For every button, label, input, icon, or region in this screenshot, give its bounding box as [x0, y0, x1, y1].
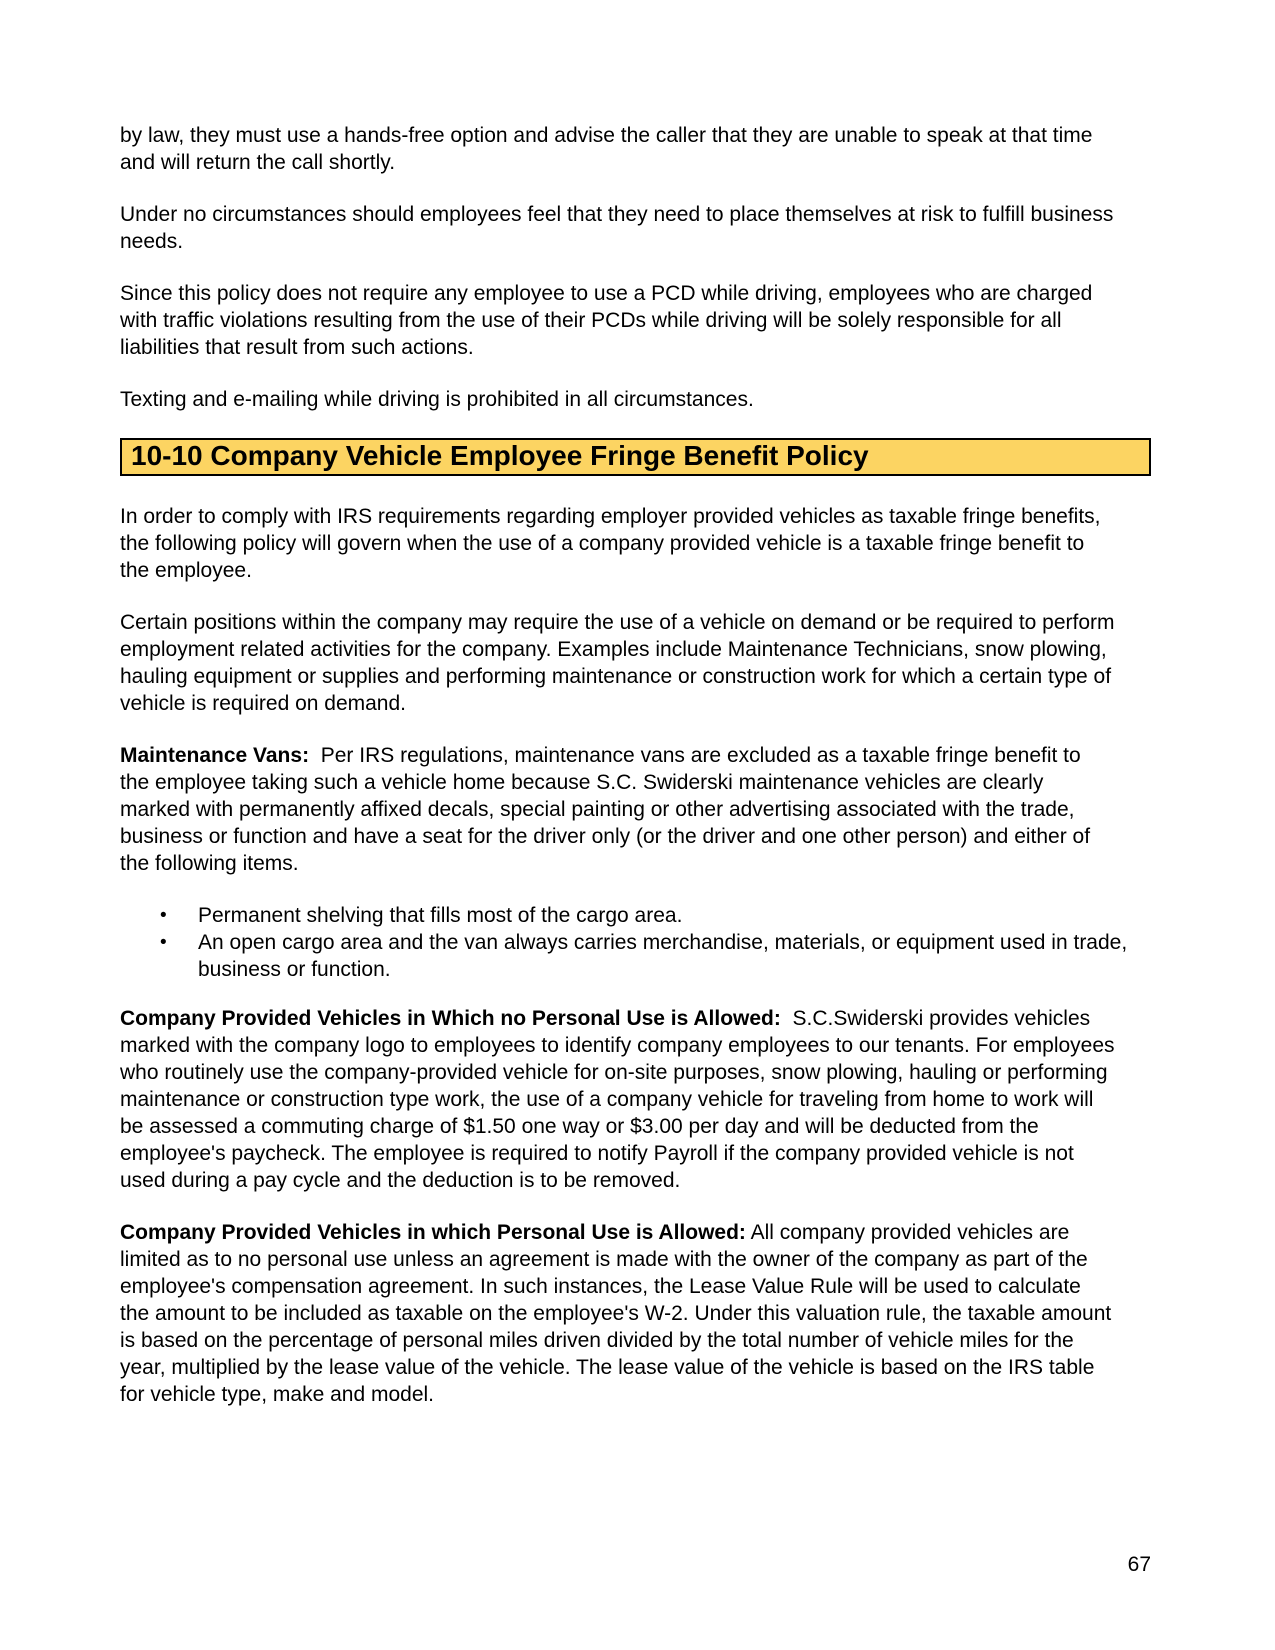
- bullet-icon: •: [160, 905, 167, 926]
- paragraph-run: Texting and e-mailing while driving is prohibited in all circumstances.: [120, 388, 754, 411]
- bullet-item: [160, 902, 1129, 929]
- paragraph: [120, 742, 1151, 877]
- paragraph-run: S.C.Swiderski provides vehicles marked with the company logo to employees to identify company employees to our tenants. For employees who routinely use the company-provided vehicle for on-site purposes, snow plowing, hauling or performing maintenance or construction type work, the use of a company vehicle for traveling from home to work will be assessed a commuting charge of $1.50 one way or $3.00 per day and will be deducted from the employee's paycheck. The employee is required to notify Payroll if the company provided vehicle is not used during a pay cycle and the deduction is to be removed.: [120, 1007, 1115, 1192]
- paragraph: [120, 1005, 1151, 1194]
- paragraph: [120, 386, 1151, 413]
- paragraph-run: Under no circumstances should employees feel that they need to place themselves at risk to fulfill business needs.: [120, 203, 1114, 253]
- paragraph-run: Since this policy does not require any employee to use a PCD while driving, employees who are charged with traffic violations resulting from the use of their PCDs while driving will be solely responsible for all liabilities that result from such actions.: [120, 282, 1093, 359]
- page-number: 67: [1127, 1553, 1151, 1576]
- paragraph-run: Certain positions within the company may require the use of a vehicle on demand or be required to perform employment related activities for the company. Examples include Maintenance Technicians, snow plowing, hauling equipment or supplies and performing maintenance or construction work for which a certain type of vehicle is required on demand.: [120, 611, 1115, 715]
- paragraph-run: All company provided vehicles are limited as to no personal use unless an agreement is made with the owner of the company as part of the employee's compensation agreement. In such instances, the Lease Value Rule will be used to calculate the amount to be included as taxable on the employee's W-2. Under this valuation rule, the taxable amount is based on the percentage of personal miles driven divided by the total number of vehicle miles for the year, multiplied by the lease value of the vehicle. The lease value of the vehicle is based on the IRS table for vehicle type, make and model.: [120, 1221, 1112, 1406]
- paragraph: [120, 503, 1151, 584]
- paragraph-run-bold: Company Provided Vehicles in Which no Personal Use is Allowed:: [120, 1007, 781, 1030]
- paragraph-run: Per IRS regulations, maintenance vans are excluded as a taxable fringe benefit to the employee taking such a vehicle home because S.C. Swiderski maintenance vehicles are clearly marked with permanently affixed decals, special painting or other advertising associated with the trade, business or function and have a seat for the driver only (or the driver and one other person) and either of the following items.: [120, 744, 1091, 875]
- paragraph: [120, 122, 1151, 176]
- paragraph-run: In order to comply with IRS requirements regarding employer provided vehicles as taxable fringe benefits, the following policy will govern when the use of a company provided vehicle is a taxable fringe benefit to the employee.: [120, 505, 1101, 582]
- document-body: [120, 122, 1151, 1433]
- paragraph-run: by law, they must use a hands-free option and advise the caller that they are unable to speak at that time and will return the call shortly.: [120, 124, 1093, 174]
- bullet-list: [120, 902, 1151, 983]
- section-heading-text: 10-10 Company Vehicle Employee Fringe Benefit Policy: [131, 440, 869, 471]
- bullet-item: [160, 929, 1129, 983]
- paragraph: [120, 201, 1151, 255]
- section-heading-banner: [120, 438, 1151, 476]
- paragraph: [120, 280, 1151, 361]
- bullet-icon: •: [160, 932, 167, 953]
- paragraph: [120, 609, 1151, 717]
- paragraph-run-bold: Company Provided Vehicles in which Personal Use is Allowed:: [120, 1221, 746, 1244]
- paragraph-run-bold: Maintenance Vans:: [120, 744, 310, 767]
- bullet-text: Permanent shelving that fills most of the cargo area.: [198, 904, 683, 927]
- paragraph: [120, 1219, 1151, 1408]
- bullet-text: An open cargo area and the van always carries merchandise, materials, or equipment used in trade, business or function.: [198, 931, 1128, 981]
